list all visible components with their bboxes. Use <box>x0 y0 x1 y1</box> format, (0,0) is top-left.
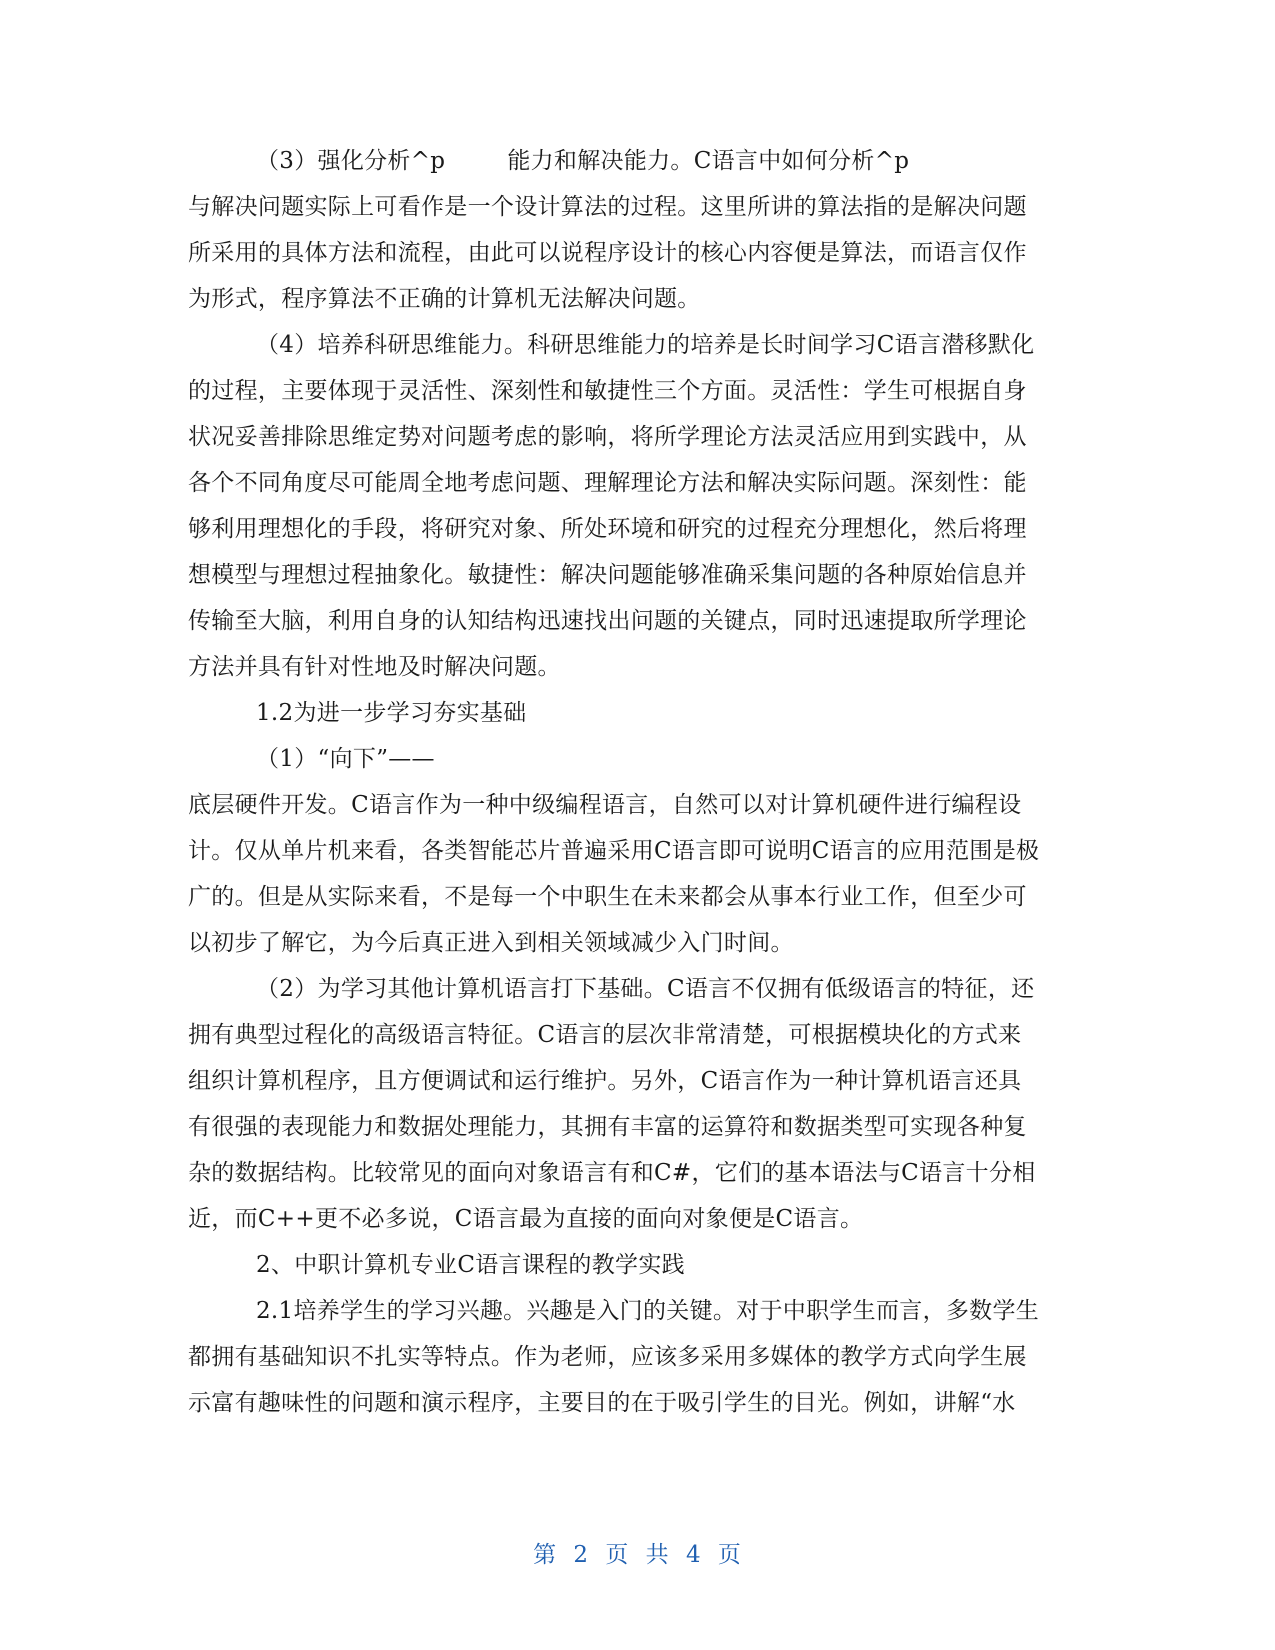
text-line: 杂的数据结构。比较常见的面向对象语言有和C#，它们的基本语法与C语言十分相 <box>188 1160 1036 1186</box>
text-line: 想模型与理想过程抽象化。敏捷性：解决问题能够准确采集问题的各种原始信息并 <box>188 562 1027 588</box>
footer-prefix: 第 <box>533 1542 558 1568</box>
text-line: 计。仅从单片机来看，各类智能芯片普遍采用C语言即可说明C语言的应用范围是极 <box>188 838 1040 864</box>
text-line: 有很强的表现能力和数据处理能力，其拥有丰富的运算符和数据类型可实现各种复 <box>188 1114 1027 1140</box>
text-line: 拥有典型过程化的高级语言特征。C语言的层次非常清楚，可根据模块化的方式来 <box>188 1022 1022 1048</box>
text-segment: 能力和解决能力。C语言中如何分析^p <box>507 148 910 174</box>
text-line: 所采用的具体方法和流程，由此可以说程序设计的核心内容便是算法，而语言仅作 <box>188 240 1027 266</box>
text-line: 为形式，程序算法不正确的计算机无法解决问题。 <box>188 286 701 312</box>
page-number: 2 <box>573 1542 590 1568</box>
text-line: 传输至大脑，利用自身的认知结构迅速找出问题的关键点，同时迅速提取所学理论 <box>188 608 1027 634</box>
footer-suffix: 页 <box>717 1542 742 1568</box>
text-line: 示富有趣味性的问题和演示程序，主要目的在于吸引学生的目光。例如，讲解“水 <box>188 1390 1016 1416</box>
text-line: 各个不同角度尽可能周全地考虑问题、理解理论方法和解决实际问题。深刻性：能 <box>188 470 1027 496</box>
section-heading: 2、中职计算机专业C语言课程的教学实践 <box>256 1252 685 1278</box>
footer-page-word: 页 <box>605 1542 630 1568</box>
text-line: 状况妥善排除思维定势对问题考虑的影响，将所学理论方法灵活应用到实践中，从 <box>188 424 1027 450</box>
text-line: 组织计算机程序，且方便调试和运行维护。另外，C语言作为一种计算机语言还具 <box>188 1068 1022 1094</box>
text-line: 都拥有基础知识不扎实等特点。作为老师，应该多采用多媒体的教学方式向学生展 <box>188 1344 1027 1370</box>
text-line: 2.1培养学生的学习兴趣。兴趣是入门的关键。对于中职学生而言，多数学生 <box>256 1298 1040 1324</box>
text-line: 的过程，主要体现于灵活性、深刻性和敏捷性三个方面。灵活性：学生可根据自身 <box>188 378 1027 404</box>
section-heading: 1.2为进一步学习夯实基础 <box>256 700 527 726</box>
text-line: 以初步了解它，为今后真正进入到相关领域减少入门时间。 <box>188 930 794 956</box>
text-line: 广的。但是从实际来看，不是每一个中职生在未来都会从事本行业工作，但至少可 <box>188 884 1027 910</box>
footer-total-word: 共 <box>645 1542 670 1568</box>
text-line: 与解决问题实际上可看作是一个设计算法的过程。这里所讲的算法指的是解决问题 <box>188 194 1027 220</box>
text-line: （2）为学习其他计算机语言打下基础。C语言不仅拥有低级语言的特征，还 <box>256 976 1035 1002</box>
text-line: 方法并具有针对性地及时解决问题。 <box>188 654 561 680</box>
page-footer <box>0 1536 1275 1569</box>
total-pages: 4 <box>685 1542 702 1568</box>
text-line <box>256 146 1156 176</box>
text-line: 够利用理想化的手段，将研究对象、所处环境和研究的过程充分理想化，然后将理 <box>188 516 1027 542</box>
text-line: （4）培养科研思维能力。科研思维能力的培养是长时间学习C语言潜移默化 <box>256 332 1035 358</box>
text-line: 底层硬件开发。C语言作为一种中级编程语言，自然可以对计算机硬件进行编程设 <box>188 792 1022 818</box>
text-segment: （3）强化分析^p <box>256 148 446 174</box>
text-line: （1）“向下”—— <box>256 746 435 772</box>
text-line: 近，而C++更不必多说，C语言最为直接的面向对象便是C语言。 <box>188 1206 864 1232</box>
